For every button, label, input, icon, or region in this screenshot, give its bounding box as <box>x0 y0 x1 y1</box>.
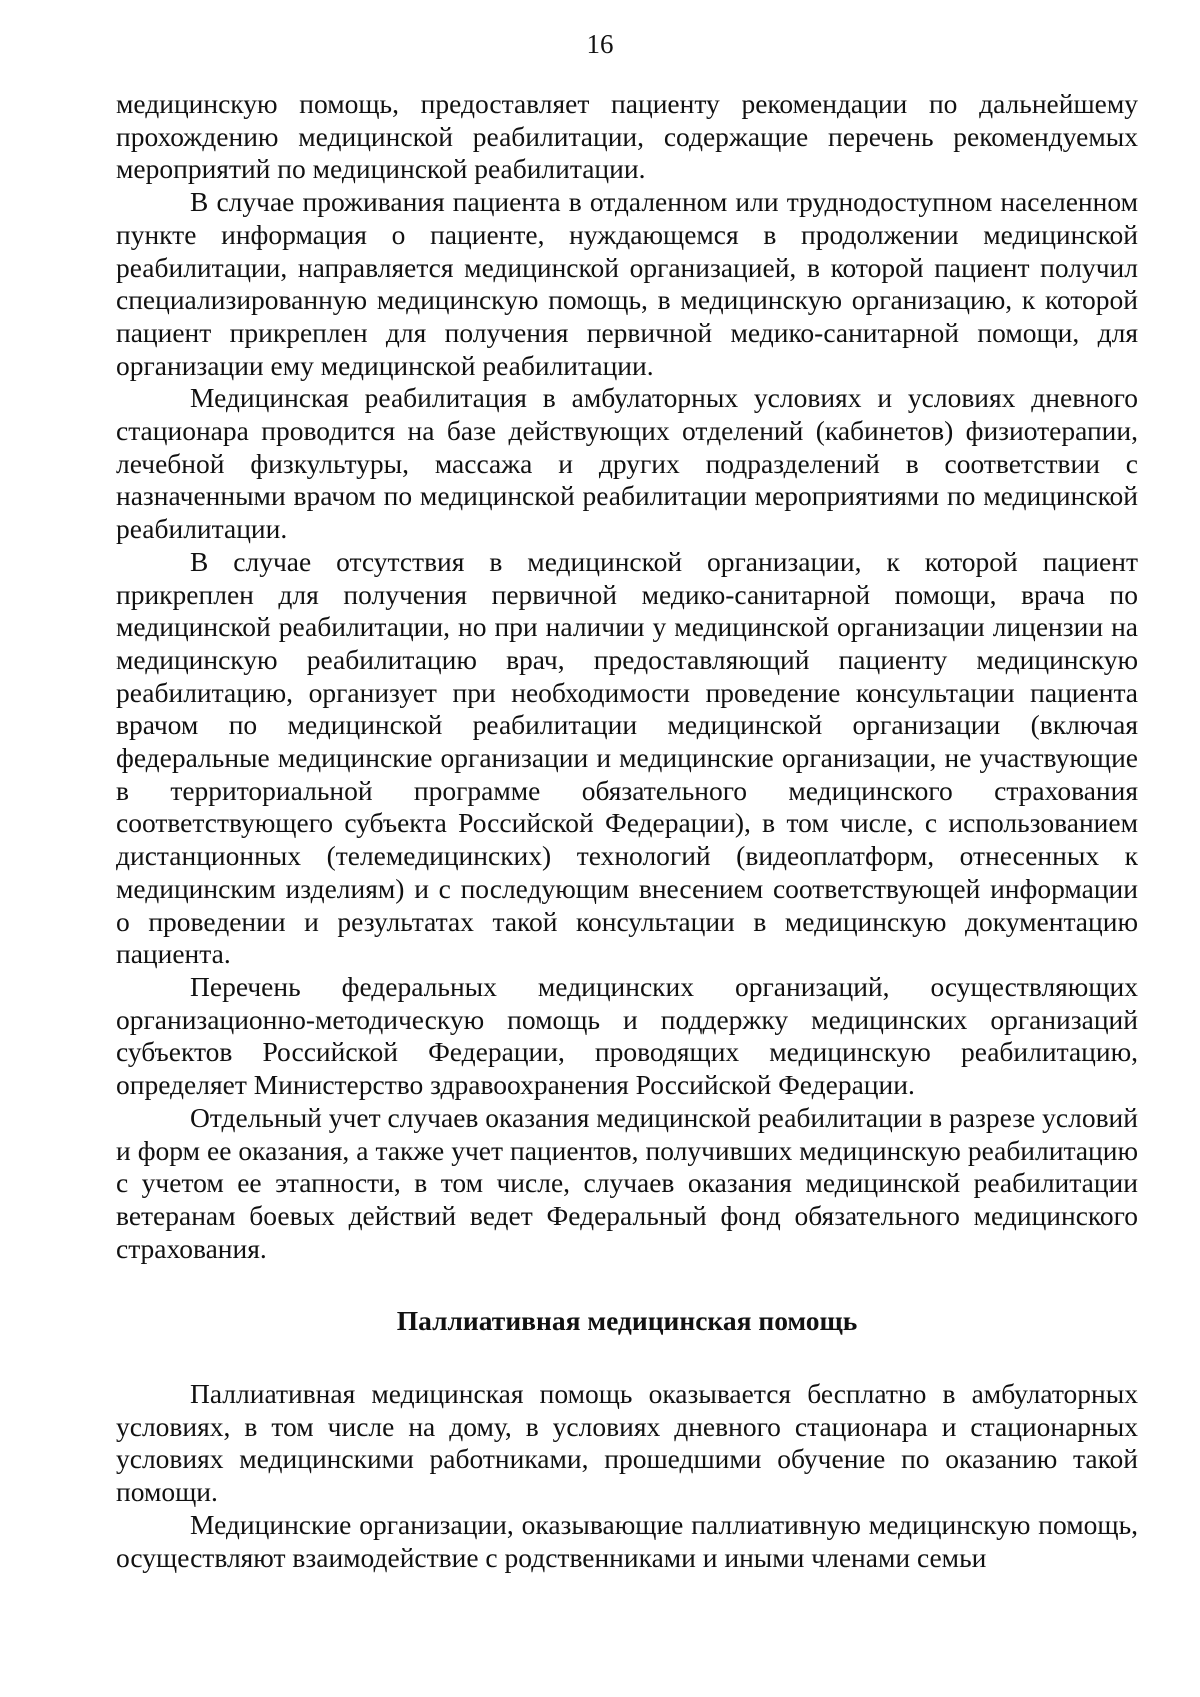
page-number: 16 <box>586 29 614 59</box>
paragraph: Медицинская реабилитация в амбулаторных условиях и условиях дневного стационара проводится на базе действующих отделений (кабинетов) физиотерапии, лечебной физкультуры, массажа и других подразделений в соответствии с назначенными врачом по медицинской реабилитации мероприятиями по медицинской реабилитации. <box>116 382 1138 545</box>
paragraph: Паллиативная медицинская помощь оказывается бесплатно в амбулаторных условиях, в том числе на дому, в условиях дневного стационара и стационарных условиях медицинскими работниками, прошедшими обучение по оказанию такой помощи. <box>116 1378 1138 1508</box>
paragraph: Медицинские организации, оказывающие паллиативную медицинскую помощь, осуществляют взаимодействие с родственниками и иными членами семьи <box>116 1508 1138 1573</box>
paragraph: Перечень федеральных медицинских организаций, осуществляющих организационно-методическую помощь и поддержку медицинских организаций субъектов Российской Федерации, проводящих медицинскую реабилитацию, определяет Министерство здравоохранения Российской Федерации. <box>116 970 1138 1101</box>
document-body <box>116 88 1138 1574</box>
paragraph: Отдельный учет случаев оказания медицинской реабилитации в разрезе условий и форм ее оказания, а также учет пациентов, получивших медицинскую реабилитацию с учетом ее этапности, в том числе, случаев оказания медицинской реабилитации ветеранам боевых действий ведет Федеральный фонд обязательного медицинского страхования. <box>116 1101 1138 1264</box>
paragraph: В случае проживания пациента в отдаленном или труднодоступном населенном пункте информация о пациенте, нуждающемся в продолжении медицинской реабилитации, направляется медицинской организацией, в которой пациент получил специализированную медицинскую помощь, в медицинскую организацию, к которой пациент прикреплен для получения первичной медико-санитарной помощи, для организации ему медицинской реабилитации. <box>116 186 1138 381</box>
paragraph: В случае отсутствия в медицинской организации, к которой пациент прикреплен для получения первичной медико-санитарной помощи, врача по медицинской реабилитации, но при наличии у медицинской организации лицензии на медицинскую реабилитацию врач, предоставляющий пациенту медицинскую реабилитацию, организует при необходимости проведение консультации пациента врачом по медицинской реабилитации медицинской организации (включая федеральные медицинские организации и медицинские организации, не участвующие в территориальной программе обязательного медицинского страхования соответствующего субъекта Российской Федерации), в том числе, с использованием дистанционных (телемедицинских) технологий (видеоплатформ, отнесенных к медицинским изделиям) и с последующим внесением соответствующей информации о проведении и результатах такой консультации в медицинскую документацию пациента. <box>116 545 1138 970</box>
paragraph: медицинскую помощь, предоставляет пациенту рекомендации по дальнейшему прохождению медицинской реабилитации, содержащие перечень рекомендуемых мероприятий по медицинской реабилитации. <box>116 88 1138 185</box>
section-heading: Паллиативная медицинская помощь <box>396 1305 858 1337</box>
